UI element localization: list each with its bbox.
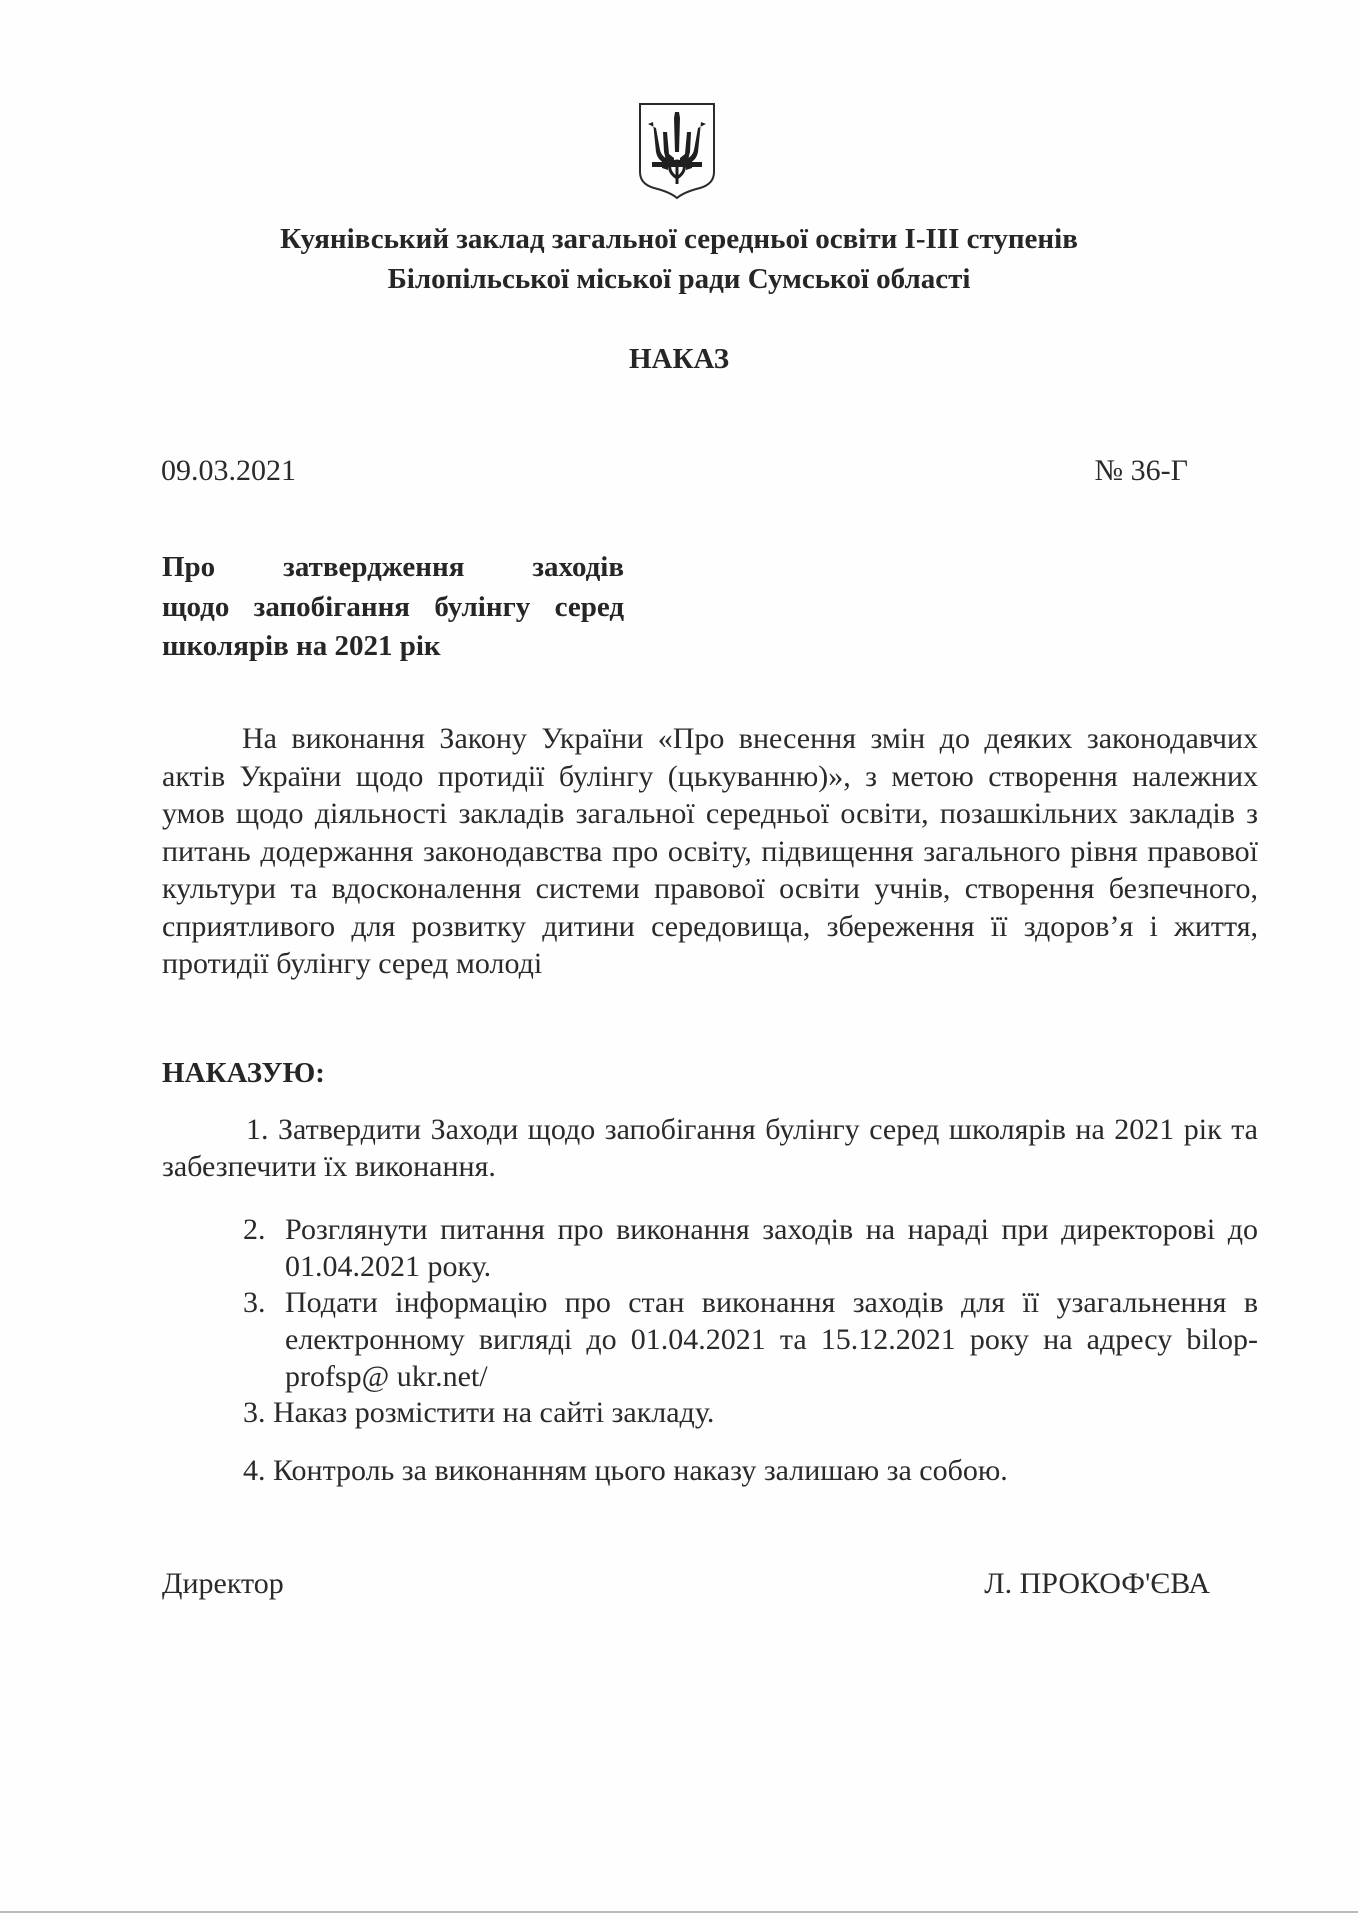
order-item-text: Розглянути питання про виконання заходів на нараді при директорові до 01.04.2021 року. (285, 1213, 1258, 1283)
organization-name-line-1: Куянівський заклад загальної середньої освіти І-ІІІ ступенів (280, 223, 1078, 255)
order-item-number: 4. (243, 1454, 266, 1487)
order-item-3-publish (243, 1394, 714, 1431)
order-item-number: 3. (243, 1286, 266, 1319)
order-number: № 36-Г (1094, 454, 1188, 487)
order-item-number: 2. (243, 1213, 266, 1246)
order-item-3 (243, 1284, 1258, 1395)
organization-name-line-2: Білопільської міської ради Сумської області (387, 263, 971, 295)
order-item-text: Контроль за виконанням цього наказу залишаю за собою. (273, 1454, 1008, 1487)
order-heading: НАКАЗУЮ: (162, 1057, 325, 1089)
order-item-text: Подати інформацію про стан виконання заходів для її узагальнення в електронному вигляді до 01.04.2021 та 15.12.2021 року на адресу bilop-profsp@ ukr.net/ (285, 1286, 1258, 1393)
signatory-role: Директор (162, 1567, 284, 1600)
order-item-1 (162, 1111, 1258, 1185)
order-item-number: 1. (246, 1113, 269, 1146)
subject-line-1: Про затвердження заходів (162, 551, 624, 583)
trident-coat-of-arms-icon (638, 102, 716, 200)
order-item-number: 3. (243, 1396, 266, 1429)
order-item-text: Затвердити Заходи щодо запобігання булінгу серед школярів на 2021 рік та забезпечити їх виконання. (162, 1113, 1258, 1183)
order-item-2 (243, 1211, 1258, 1285)
subject-line-3: школярів на 2021 рік (162, 630, 441, 662)
order-subject (162, 548, 624, 667)
signatory-name: Л. ПРОКОФ'ЄВА (984, 1567, 1210, 1600)
document-type-title: НАКАЗ (628, 343, 730, 375)
order-item-text: Наказ розмістити на сайті закладу. (273, 1396, 715, 1429)
subject-line-2: щодо запобігання булінгу серед (162, 590, 624, 623)
order-date: 09.03.2021 (161, 454, 296, 487)
page-bottom-edge (0, 1911, 1358, 1913)
order-item-4 (243, 1452, 1008, 1489)
preamble-paragraph: На виконання Закону України «Про внесення змін до деяких законодавчих актів України щодо протидії булінгу (цькуванню)», з метою створення належних умов щодо діяльності закладів загальної середньої освіти, позашкільних закладів з питань додержання законодавства про освіту, підвищення загального рівня правової культури та вдосконалення системи правової освіти учнів, створення безпечного, сприятливого для розвитку дитини середовища, збереження її здоров’я і життя, протидії булінгу серед молоді (162, 722, 1258, 980)
